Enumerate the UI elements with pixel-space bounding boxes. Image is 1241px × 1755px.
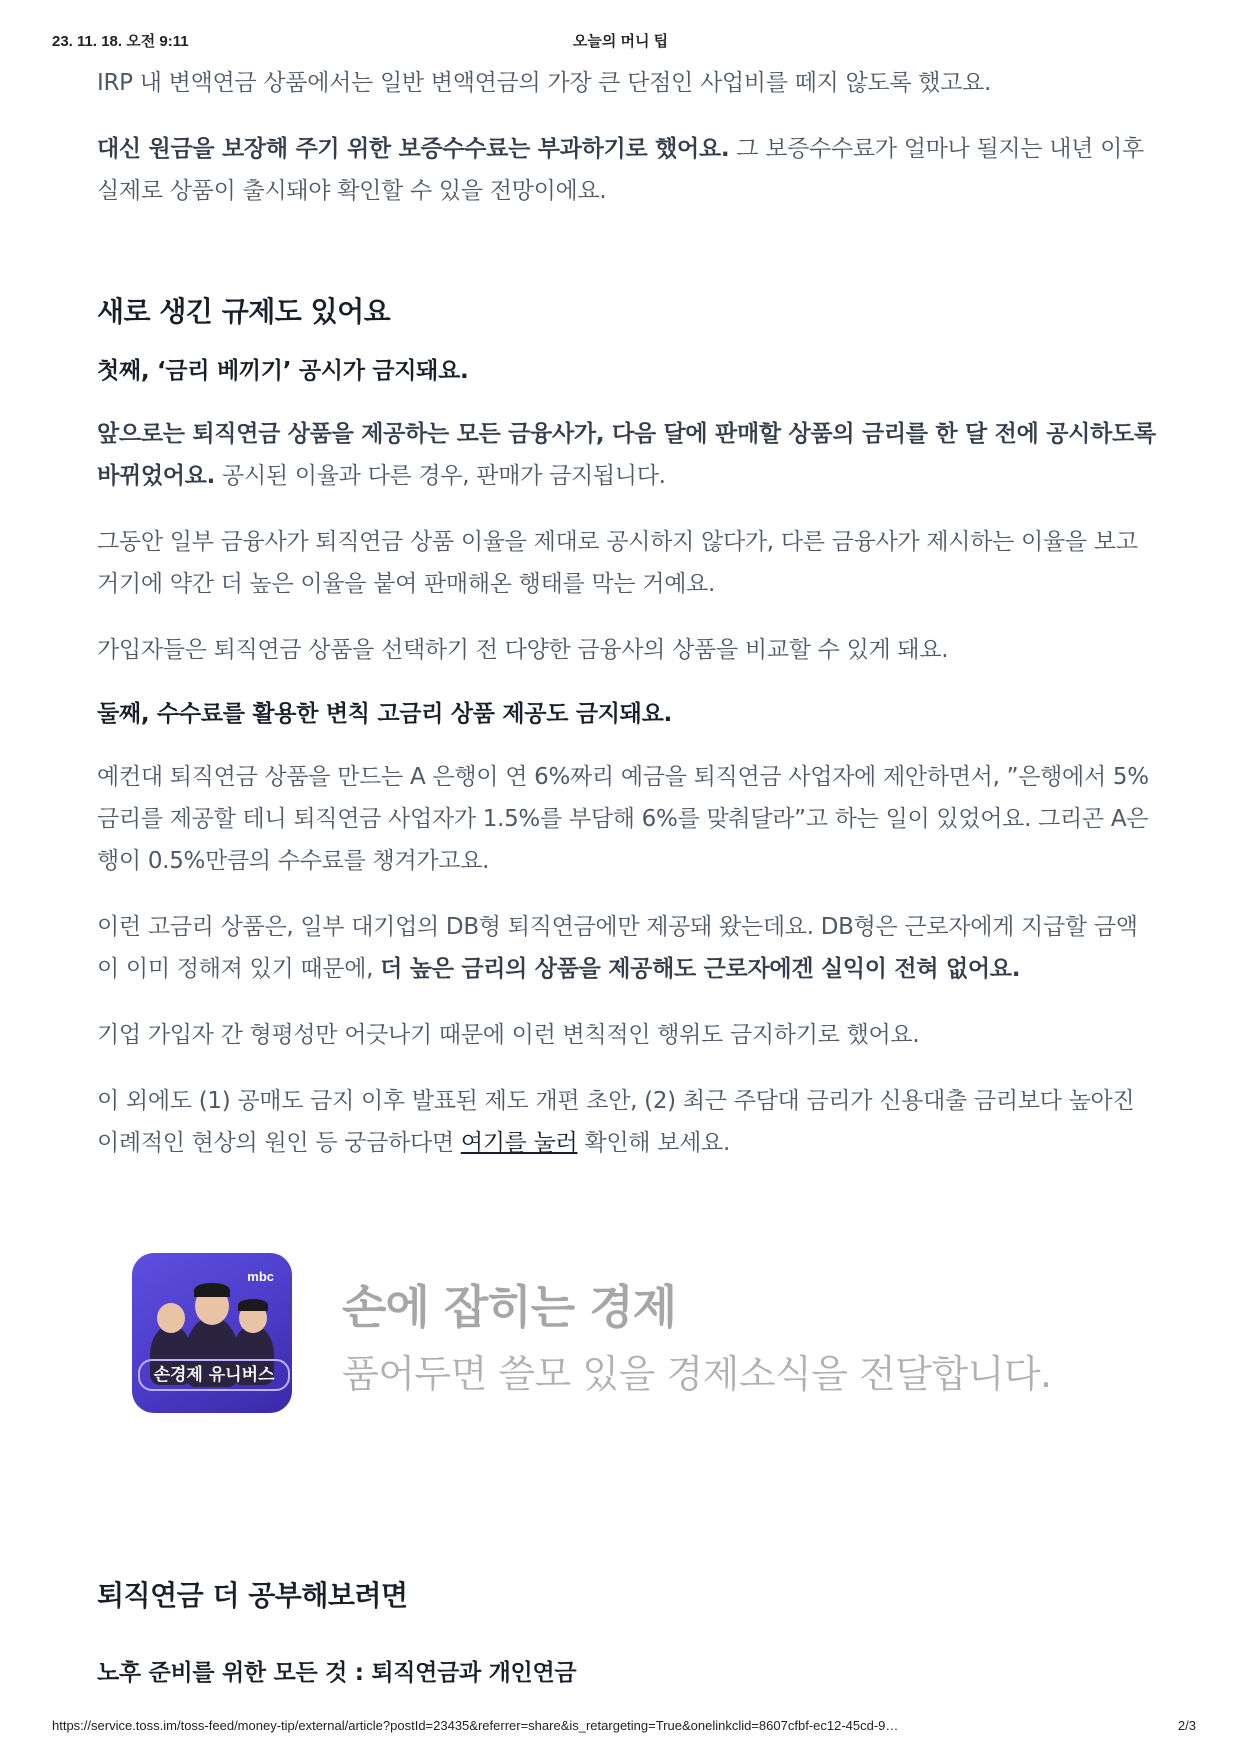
article-link[interactable]: 여기를 눌러 <box>460 1130 578 1156</box>
subheading: 첫째, ‘금리 베끼기’ 공시가 금지돼요. <box>97 358 469 384</box>
podcast-title: 손에 잡히는 경제 <box>342 1280 677 1334</box>
podcast-thumbnail-label: 손경제 유니버스 <box>138 1359 290 1391</box>
bold-text: 대신 원금을 보장해 주기 위한 보증수수료는 부과하기로 했어요. <box>97 136 730 162</box>
related-article-title[interactable]: 노후 준비를 위한 모든 것 : 퇴직연금과 개인연금 <box>97 1660 577 1686</box>
paragraph <box>97 128 1157 212</box>
text: 공시된 이율과 다른 경우, 판매가 금지됩니다. <box>215 463 666 489</box>
paragraph <box>97 1080 1157 1164</box>
text: 확인해 보세요. <box>577 1130 730 1156</box>
print-header-date: 23. 11. 18. 오전 9:11 <box>52 33 189 50</box>
host-center-hair <box>194 1283 230 1297</box>
paragraph: 기업 가입자 간 형평성만 어긋나기 때문에 이런 변칙적인 행위도 금지하기로 했어요. <box>97 1022 920 1048</box>
host-right-hair <box>238 1299 268 1311</box>
paragraph: 가입자들은 퇴직연금 상품을 선택하기 전 다양한 금융사의 상품을 비교할 수 있게 돼요. <box>97 637 949 663</box>
host-left-head <box>157 1303 185 1333</box>
paragraph: IRP 내 변액연금 상품에서는 일반 변액연금의 가장 큰 단점인 사업비를 떼지 않도록 했고요. <box>97 70 992 96</box>
print-footer-url: https://service.toss.im/toss-feed/money-tip/external/article?postId=23435&referrer=share&is_retargeting=True&onelinkclid=8607cfbf-ec12-45cd-9… <box>52 1718 899 1733</box>
podcast-promo-card[interactable] <box>132 1253 1132 1413</box>
print-footer-page: 2/3 <box>1177 1718 1196 1733</box>
podcast-thumbnail <box>132 1253 292 1413</box>
text: 이런 고금리 상품은, 일부 대기업의 DB형 퇴직연금에만 제공돼 왔는데요. DB형은 근로자에게 지급할 금액이 이미 정해져 있기 때문에, <box>97 914 1138 982</box>
article-body <box>97 62 1157 1188</box>
bold-text: 더 높은 금리의 상품을 제공해도 근로자에겐 실익이 전혀 없어요. <box>380 956 1021 982</box>
paragraph <box>97 413 1157 497</box>
text: 그 보증수수료가 얼마나 될지는 내년 이후 실제로 상품이 출시돼야 확인할 수 있을 전망이에요. <box>97 136 1144 204</box>
paragraph: 예컨대 퇴직연금 상품을 만드는 A 은행이 연 6%짜리 예금을 퇴직연금 사업자에 제안하면서, ”은행에서 5% 금리를 제공할 테니 퇴직연금 사업자가 1.5%를 부담해 6%를 맞춰달라”고 하는 일이 있었어요. 그리곤 A은행이 0.5%만큼의 수수료를 챙겨가고요. <box>97 764 1149 874</box>
section-heading: 새로 생긴 규제도 있어요 <box>97 295 391 328</box>
section-heading: 퇴직연금 더 공부해보려면 <box>97 1579 408 1612</box>
mbc-logo: mbc <box>247 1269 274 1284</box>
bold-text: 앞으로는 퇴직연금 상품을 제공하는 모든 금융사가, 다음 달에 판매할 상품의 금리를 한 달 전에 공시하도록 바뀌었어요. <box>97 421 1156 489</box>
subheading: 둘째, 수수료를 활용한 변칙 고금리 상품 제공도 금지돼요. <box>97 701 672 727</box>
text: 이 외에도 (1) 공매도 금지 이후 발표된 제도 개편 초안, (2) 최근 주담대 금리가 신용대출 금리보다 높아진 이례적인 현상의 원인 등 궁금하다면 <box>97 1088 1135 1156</box>
print-header-title: 오늘의 머니 팁 <box>572 33 669 50</box>
paragraph <box>97 906 1157 990</box>
podcast-subtitle: 품어두면 쓸모 있을 경제소식을 전달합니다. <box>342 1352 1052 1396</box>
paragraph: 그동안 일부 금융사가 퇴직연금 상품 이율을 제대로 공시하지 않다가, 다른 금융사가 제시하는 이율을 보고 거기에 약간 더 높은 이율을 붙여 판매해온 행태를 막는 거예요. <box>97 529 1138 597</box>
